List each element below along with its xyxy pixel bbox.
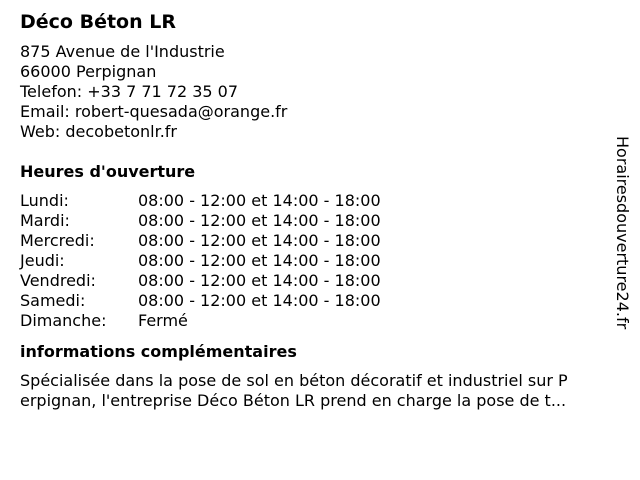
additional-info-line: erpignan, l'entreprise Déco Béton LR prend en charge la pose de t... — [20, 391, 567, 410]
hours-time: Fermé — [138, 311, 188, 330]
additional-info-text — [20, 371, 616, 411]
hours-row-mardi — [20, 211, 616, 231]
hours-time: 08:00 - 12:00 et 14:00 - 18:00 — [138, 231, 381, 250]
additional-info-heading: informations complémentaires — [20, 342, 297, 361]
hours-day: Vendredi: — [20, 271, 96, 290]
opening-hours-heading: Heures d'ouverture — [20, 162, 196, 181]
web-line: Web: decobetonlr.fr — [20, 122, 177, 141]
additional-info-line: Spécialisée dans la pose de sol en béton décoratif et industriel sur P — [20, 371, 568, 390]
business-card — [20, 10, 616, 411]
site-watermark: Horairesdouverture24.fr — [613, 136, 632, 330]
phone-line: Telefon: +33 7 71 72 35 07 — [20, 82, 239, 101]
contact-block — [20, 42, 616, 142]
hours-day: Jeudi: — [20, 251, 65, 270]
email-line: Email: robert-quesada@orange.fr — [20, 102, 288, 121]
hours-time: 08:00 - 12:00 et 14:00 - 18:00 — [138, 211, 381, 230]
hours-day: Dimanche: — [20, 311, 107, 330]
hours-row-lundi — [20, 191, 616, 211]
hours-day: Mardi: — [20, 211, 70, 230]
hours-time: 08:00 - 12:00 et 14:00 - 18:00 — [138, 271, 381, 290]
hours-row-dimanche — [20, 311, 616, 331]
hours-row-jeudi — [20, 251, 616, 271]
hours-day: Lundi: — [20, 191, 69, 210]
opening-hours-table — [20, 191, 616, 331]
hours-day: Samedi: — [20, 291, 86, 310]
hours-time: 08:00 - 12:00 et 14:00 - 18:00 — [138, 291, 381, 310]
hours-row-mercredi — [20, 231, 616, 251]
hours-time: 08:00 - 12:00 et 14:00 - 18:00 — [138, 251, 381, 270]
hours-row-vendredi — [20, 271, 616, 291]
address-street: 875 Avenue de l'Industrie — [20, 42, 225, 61]
business-name: Déco Béton LR — [20, 11, 176, 33]
hours-row-samedi — [20, 291, 616, 311]
hours-time: 08:00 - 12:00 et 14:00 - 18:00 — [138, 191, 381, 210]
hours-day: Mercredi: — [20, 231, 95, 250]
address-city: 66000 Perpignan — [20, 62, 157, 81]
